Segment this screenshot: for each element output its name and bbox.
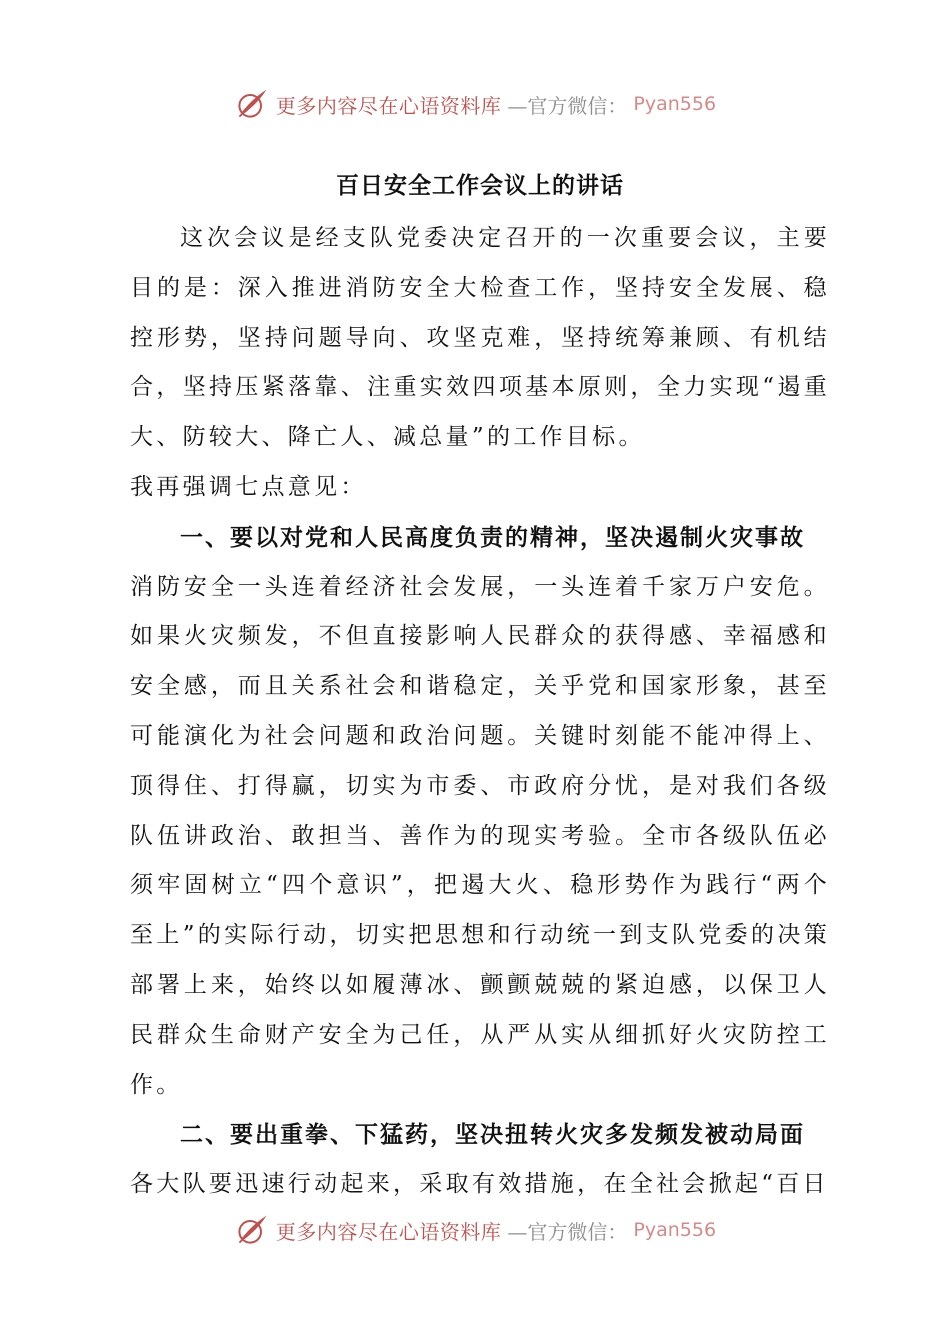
section-2-heading: 二、要出重拳、下猛药，坚决扭转火灾多发频发被动局面 xyxy=(180,1121,805,1149)
watermark-wechat-id: Pyan556 xyxy=(633,93,717,115)
intro-paragraph: 这次会议是经支队党委决定召开的一次重要会议，主要目的是：深入推进消防安全大检查工作，坚持安全发展、稳控形势，坚持问题导向、攻坚克难，坚持统筹兼顾、有机结合，坚持压紧落靠、注重实效四项基本原则，全力实现“遏重大、防较大、降亡人、减总量”的工作目标。 xyxy=(130,225,830,451)
section-1-heading: 一、要以对党和人民高度负责的精神，坚决遏制火灾事故 xyxy=(180,523,805,551)
section-1-body: 消防安全一头连着经济社会发展，一头连着千家万户安危。如果火灾频发，不但直接影响人民群众的获得感、幸福感和安全感，而且关系社会和谐稳定，关乎党和国家形象，甚至可能演化为社会问题和政治问题。关键时刻能不能冲得上、顶得住、打得赢，切实为市委、市政府分忧，是对我们各级队伍讲政治、敢担当、善作为的现实考验。全市各级队伍必须牢固树立“四个意识”，把遏大火、稳形势作为践行“两个至上”的实际行动，切实把思想和行动统一到支队党委的决策部署上来，始终以如履薄冰、颤颤兢兢的紧迫感，以保卫人民群众生命财产安全为己任，从严从实从细抓好火灾防控工作。 xyxy=(130,573,830,1098)
watermark-wechat-id: Pyan556 xyxy=(633,1219,717,1241)
header-watermark xyxy=(0,82,950,126)
document-body xyxy=(130,152,830,1210)
quill-pen-logo-icon xyxy=(234,1212,270,1248)
watermark-subtitle: —官方微信： xyxy=(507,93,628,118)
section-2-body: 各大队要迅速行动起来，采取有效措施，在全社会掀起“百日 xyxy=(130,1171,829,1198)
watermark-title: 更多内容尽在心语资料库 xyxy=(275,93,502,118)
footer-watermark xyxy=(0,1208,950,1252)
lead-paragraph: 我再强调七点意见： xyxy=(130,473,367,500)
watermark-title: 更多内容尽在心语资料库 xyxy=(275,1219,502,1244)
quill-pen-logo-icon xyxy=(234,86,270,122)
document-title: 百日安全工作会议上的讲话 xyxy=(336,172,624,199)
watermark-subtitle: —官方微信： xyxy=(507,1219,628,1244)
